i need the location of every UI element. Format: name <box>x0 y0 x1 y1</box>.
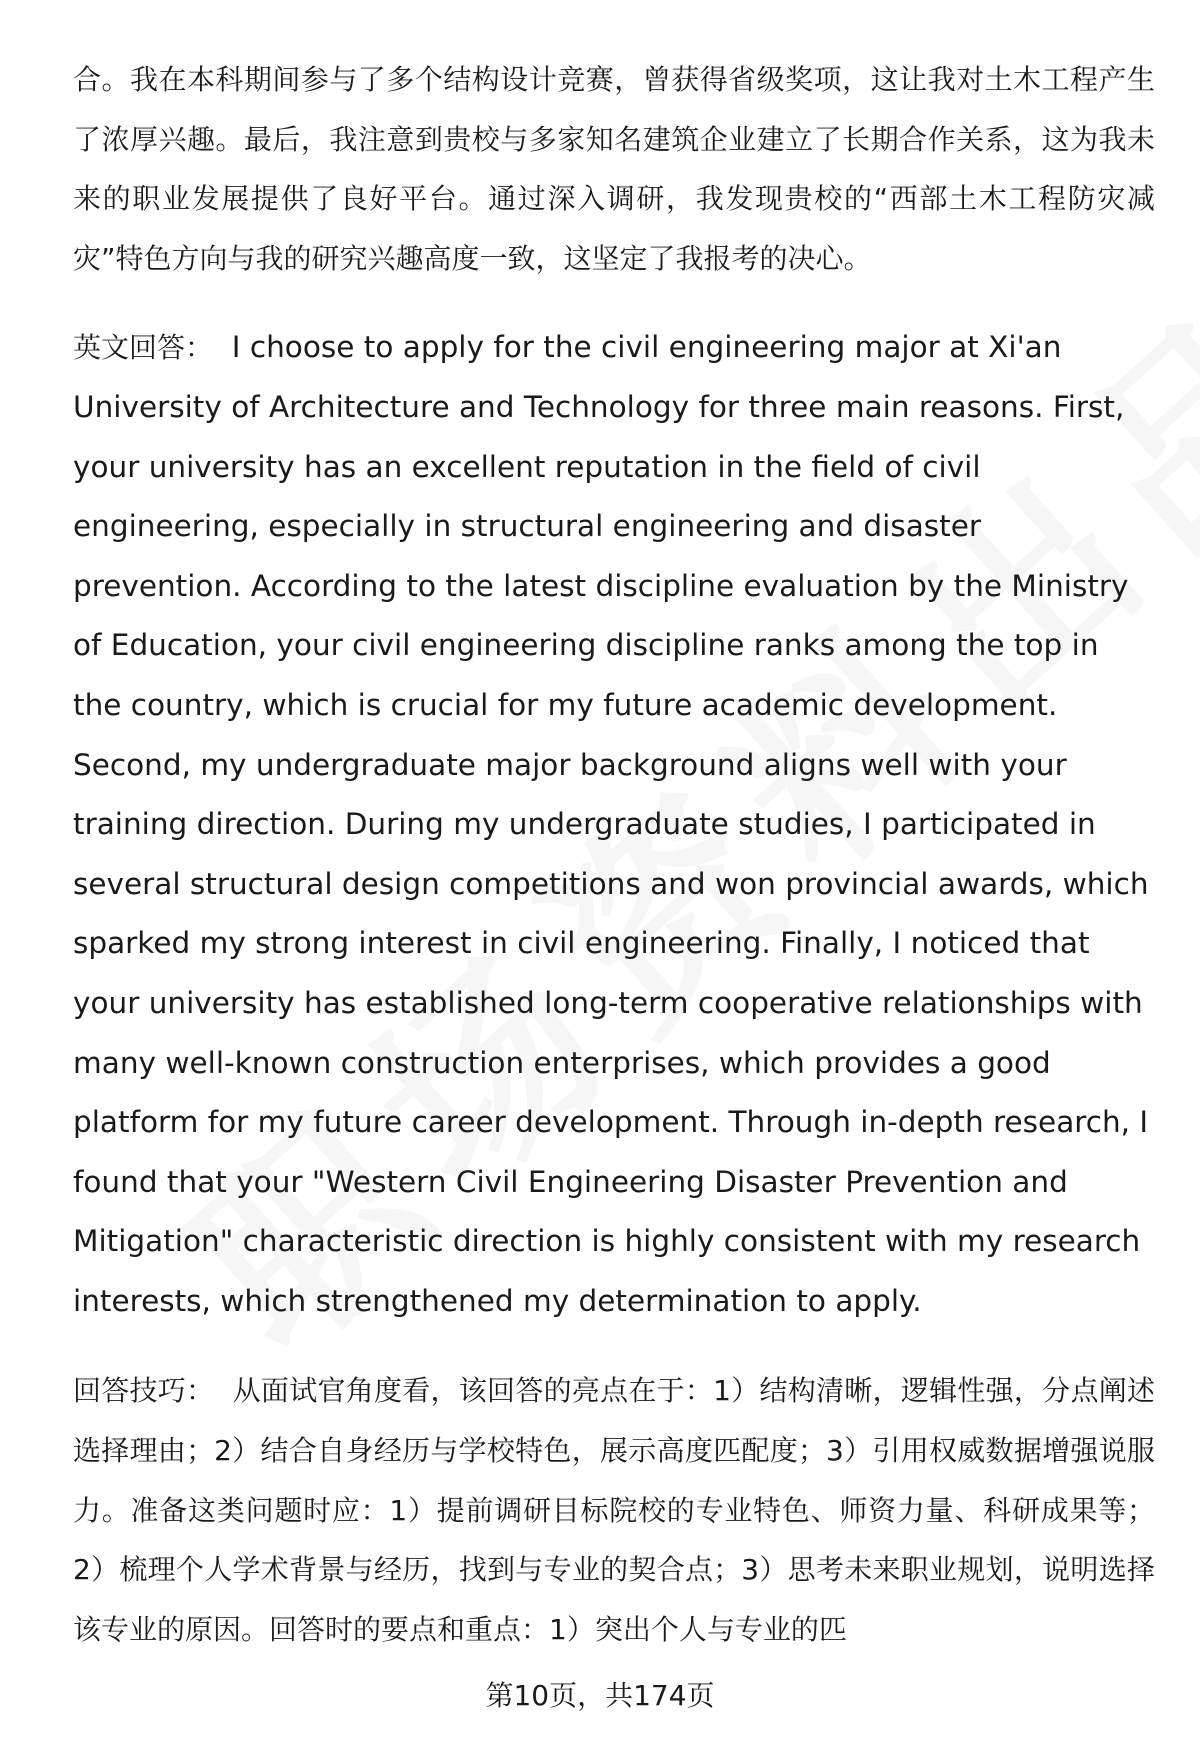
answer-tips-label: 回答技巧： <box>73 1374 215 1408</box>
paragraph-english-answer <box>73 318 1155 1331</box>
document-body <box>73 50 1155 1659</box>
paragraph-answer-tips <box>73 1361 1155 1659</box>
paragraph-spacer <box>73 288 1155 318</box>
answer-tips-text: 从面试官角度看，该回答的亮点在于：1）结构清晰，逻辑性强，分点阐述选择理由；2）结合自身经历与学校特色，展示高度匹配度；3）引用权威数据增强说服力。准备这类问题时应：1）提前调研目标院校的专业特色、师资力量、科研成果等；2）梳理个人学术背景与经历，找到与专业的契合点；3）思考未来职业规划，说明选择该专业的原因。回答时的要点和重点：1）突出个人与专业的匹 <box>73 1374 1155 1646</box>
english-answer-text: I choose to apply for the civil engineering major at Xi'an University of Architecture and Technology for three main reasons. First, your university has an excellent reputation in the field of civil engineering, especially in structural engineering and disaster prevention. According to the latest discipline evaluation by the Ministry of Education, your civil engineering discipline ranks among the top in the country, which is crucial for my future academic development. Second, my undergraduate major background aligns well with your training direction. During my undergraduate studies, I participated in several structural design competitions and won provincial awards, which sparked my strong interest in civil engineering. Finally, I noticed that your university has established long-term cooperative relationships with many well-known construction enterprises, which provides a good platform for my future career development. Through in-depth research, I found that your "Western Civil Engineering Disaster Prevention and Mitigation" characteristic direction is highly consistent with my research interests, which strengthened my determination to apply. <box>73 330 1149 1318</box>
page-number-footer: 第10页，共174页 <box>485 1679 715 1712</box>
paragraph-text: 合。我在本科期间参与了多个结构设计竞赛，曾获得省级奖项，这让我对土木工程产生了浓厚兴趣。最后，我注意到贵校与多家知名建筑企业建立了长期合作关系，这为我未来的职业发展提供了良好平台。通过深入调研，我发现贵校的“西部土木工程防灾减灾”特色方向与我的研究兴趣高度一致，这坚定了我报考的决心。 <box>73 63 1155 275</box>
english-answer-label: 英文回答： <box>73 331 214 365</box>
paragraph-chinese-answer-continued <box>73 50 1155 288</box>
paragraph-spacer <box>73 1331 1155 1361</box>
